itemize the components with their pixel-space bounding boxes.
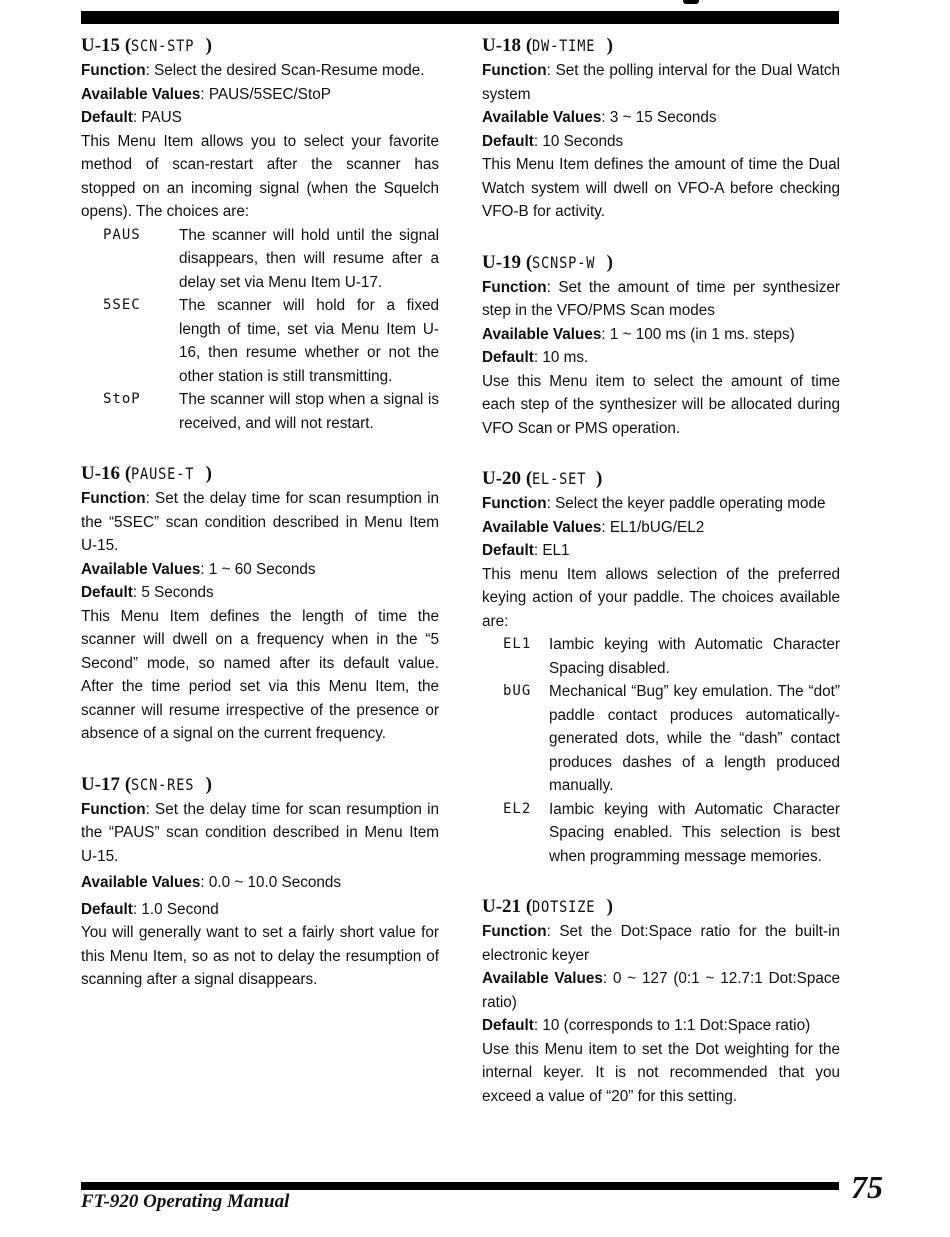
default-line bbox=[81, 898, 439, 922]
item-number: U-21 bbox=[482, 896, 522, 917]
choice-key: EL2 bbox=[503, 800, 532, 817]
choice-key: 5SEC bbox=[103, 297, 141, 313]
section-heading: U-18 (DW-TIME ) bbox=[482, 35, 613, 56]
function-line bbox=[81, 59, 439, 83]
description: This menu Item allows selection of the preferred keying action of your paddle. The choices available are: bbox=[482, 565, 840, 630]
choice-text: The scanner will stop when a signal is received, and will not restart. bbox=[179, 391, 439, 432]
values-label: Available Values bbox=[81, 85, 201, 103]
values-line bbox=[482, 967, 840, 1014]
header-fragment bbox=[683, 0, 699, 4]
function-label: Function bbox=[81, 62, 146, 79]
default-line bbox=[482, 130, 840, 154]
values-line bbox=[81, 558, 439, 582]
default-text: : PAUS bbox=[132, 109, 182, 126]
function-text: : Set the amount of time per synthesizer step in the VFO/PMS Scan modes bbox=[482, 278, 840, 319]
item-number: U-20 bbox=[482, 468, 522, 489]
lcd-code: DW-TIME bbox=[532, 36, 596, 55]
section-heading: U-15 (SCN-STP ) bbox=[81, 35, 212, 56]
default-text: : 10 ms. bbox=[533, 349, 589, 366]
description: This Menu Item allows you to select your favorite method of scan-restart after the scanner has stopped on an incoming signal (when the Squelch opens). The choices are: bbox=[81, 132, 439, 220]
function-line bbox=[81, 798, 439, 869]
menu-item-u15 bbox=[81, 34, 439, 435]
default-label: Default bbox=[81, 900, 133, 918]
default-text: : 10 (corresponds to 1:1 Dot:Space ratio) bbox=[533, 1017, 811, 1034]
values-line bbox=[482, 516, 840, 540]
choice-text: Iambic keying with Automatic Character Spacing enabled. This selection is best when programming message memories. bbox=[549, 800, 840, 865]
menu-item-u21 bbox=[482, 895, 840, 1108]
function-line bbox=[482, 59, 840, 106]
menu-item-u17 bbox=[81, 773, 439, 992]
choice-key: PAUS bbox=[103, 226, 141, 243]
function-line bbox=[482, 276, 840, 323]
choice-text: The scanner will hold until the signal disappears, then will resume after a delay set via Menu Item U-17. bbox=[179, 226, 439, 291]
page-number: 75 bbox=[851, 1169, 883, 1205]
lcd-code: SCN-STP bbox=[131, 36, 195, 55]
values-text: : 3 ~ 15 Seconds bbox=[601, 109, 717, 126]
menu-item-u19 bbox=[482, 251, 840, 441]
item-number: U-18 bbox=[482, 35, 522, 56]
lcd-code: PAUSE-T bbox=[131, 464, 195, 483]
item-number: U-19 bbox=[482, 251, 522, 273]
choice-item bbox=[482, 680, 840, 798]
description: This Menu Item defines the amount of time the Dual Watch system will dwell on VFO-A before checking VFO-B for activity. bbox=[482, 156, 840, 220]
default-label: Default bbox=[482, 542, 534, 559]
values-text: : PAUS/5SEC/StoP bbox=[200, 85, 331, 103]
values-text: : 1 ~ 100 ms (in 1 ms. steps) bbox=[601, 325, 795, 343]
function-line bbox=[81, 487, 439, 558]
function-label: Function bbox=[482, 62, 547, 79]
default-label: Default bbox=[482, 132, 534, 150]
values-label: Available Values bbox=[482, 109, 602, 126]
default-text: : EL1 bbox=[533, 542, 570, 559]
values-line bbox=[482, 106, 840, 130]
right-column bbox=[482, 34, 840, 1135]
values-label: Available Values bbox=[482, 325, 602, 343]
function-text: : Set the Dot:Space ratio for the built-in electronic keyer bbox=[482, 923, 840, 964]
choice-key: bUG bbox=[503, 683, 532, 699]
values-label: Available Values bbox=[482, 970, 603, 987]
item-number: U-17 bbox=[81, 773, 121, 795]
description: You will generally want to set a fairly short value for this Menu Item, so as not to delay the resumption of scanning after a signal disappears. bbox=[81, 924, 439, 988]
function-text: : Set the polling interval for the Dual Watch system bbox=[482, 62, 840, 103]
choice-text: The scanner will hold for a fixed length of time, set via Menu Item U-16, then resume whether or not the other station is still transmitting. bbox=[179, 297, 439, 385]
function-text: : Set the delay time for scan resumption in the “5SEC” scan condition described in Menu Item U-15. bbox=[81, 490, 439, 554]
menu-item-u18 bbox=[482, 34, 840, 224]
section-heading: U-21 (DOTSIZE ) bbox=[482, 896, 613, 917]
choice-item bbox=[81, 388, 439, 435]
choice-text: Iambic keying with Automatic Character Spacing disabled. bbox=[549, 636, 840, 677]
lcd-code: EL-SET bbox=[532, 469, 587, 488]
choice-item bbox=[81, 224, 439, 295]
function-label: Function bbox=[482, 923, 547, 940]
function-label: Function bbox=[482, 278, 547, 296]
manual-title: FT-920 Operating Manual bbox=[81, 1191, 290, 1212]
menu-item-u20 bbox=[482, 467, 840, 868]
default-label: Default bbox=[81, 584, 133, 601]
section-heading: U-17 (SCN-RES ) bbox=[81, 773, 212, 795]
description: This Menu Item defines the length of time the scanner will dwell on a frequency when in the “5 Second” mode, so named after its default value. After the time period set via this Menu Item, the scanner will resume irrespective of the presence or absence of a signal on the current frequency. bbox=[81, 607, 439, 742]
values-line bbox=[81, 871, 439, 895]
footer-rule bbox=[81, 1182, 839, 1190]
choice-key: StoP bbox=[103, 391, 141, 407]
values-line bbox=[81, 83, 439, 107]
values-text: : EL1/bUG/EL2 bbox=[601, 518, 705, 536]
header-rule bbox=[81, 11, 839, 24]
choice-text: Mechanical “Bug” key emulation. The “dot” paddle contact produces automatically-generated dots, while the “dash” contact produces dashes of a length produced manually. bbox=[549, 683, 840, 794]
values-text: : 0.0 ~ 10.0 Seconds bbox=[200, 874, 342, 891]
menu-item-u16 bbox=[81, 462, 439, 746]
section-heading: U-19 (SCNSP-W ) bbox=[482, 251, 613, 273]
default-line bbox=[482, 1014, 840, 1038]
default-text: : 1.0 Second bbox=[132, 900, 219, 918]
left-column bbox=[81, 34, 439, 1019]
values-label: Available Values bbox=[482, 518, 602, 536]
default-label: Default bbox=[482, 349, 534, 366]
function-label: Function bbox=[81, 490, 146, 507]
lcd-code: SCN-RES bbox=[131, 774, 195, 794]
values-text: : 1 ~ 60 Seconds bbox=[200, 560, 316, 578]
lcd-code: DOTSIZE bbox=[532, 897, 596, 916]
values-text: : 0 ~ 127 (0:1 ~ 12.7:1 Dot:Space ratio) bbox=[482, 970, 840, 1011]
description: Use this Menu item to select the amount of time each step of the synthesizer will be allocated during VFO Scan or PMS operation. bbox=[482, 372, 840, 437]
choice-item bbox=[482, 633, 840, 680]
values-label: Available Values bbox=[81, 560, 201, 578]
function-text: : Select the keyer paddle operating mode bbox=[546, 495, 826, 512]
default-line bbox=[482, 346, 840, 370]
default-text: : 5 Seconds bbox=[132, 584, 214, 601]
default-line bbox=[81, 581, 439, 605]
item-number: U-15 bbox=[81, 35, 121, 56]
function-text: : Set the delay time for scan resumption in the “PAUS” scan condition described in Menu Item U-15. bbox=[81, 800, 439, 865]
function-line bbox=[482, 492, 840, 516]
choice-item bbox=[482, 798, 840, 869]
default-label: Default bbox=[81, 109, 133, 126]
function-label: Function bbox=[81, 800, 146, 818]
choice-item bbox=[81, 294, 439, 388]
choice-key: EL1 bbox=[503, 636, 532, 652]
default-line bbox=[482, 539, 840, 563]
function-line bbox=[482, 920, 840, 967]
section-heading: U-20 (EL-SET ) bbox=[482, 468, 603, 489]
lcd-code: SCNSP-W bbox=[532, 252, 596, 272]
values-label: Available Values bbox=[81, 874, 201, 891]
function-text: : Select the desired Scan-Resume mode. bbox=[145, 62, 425, 79]
default-line bbox=[81, 106, 439, 130]
section-heading: U-16 (PAUSE-T ) bbox=[81, 463, 212, 484]
function-label: Function bbox=[482, 495, 547, 512]
description: Use this Menu item to set the Dot weighting for the internal keyer. It is not recommended that you exceed a value of “20” for this setting. bbox=[482, 1040, 840, 1105]
default-label: Default bbox=[482, 1017, 534, 1034]
values-line bbox=[482, 323, 840, 347]
item-number: U-16 bbox=[81, 463, 121, 484]
default-text: : 10 Seconds bbox=[533, 132, 624, 150]
